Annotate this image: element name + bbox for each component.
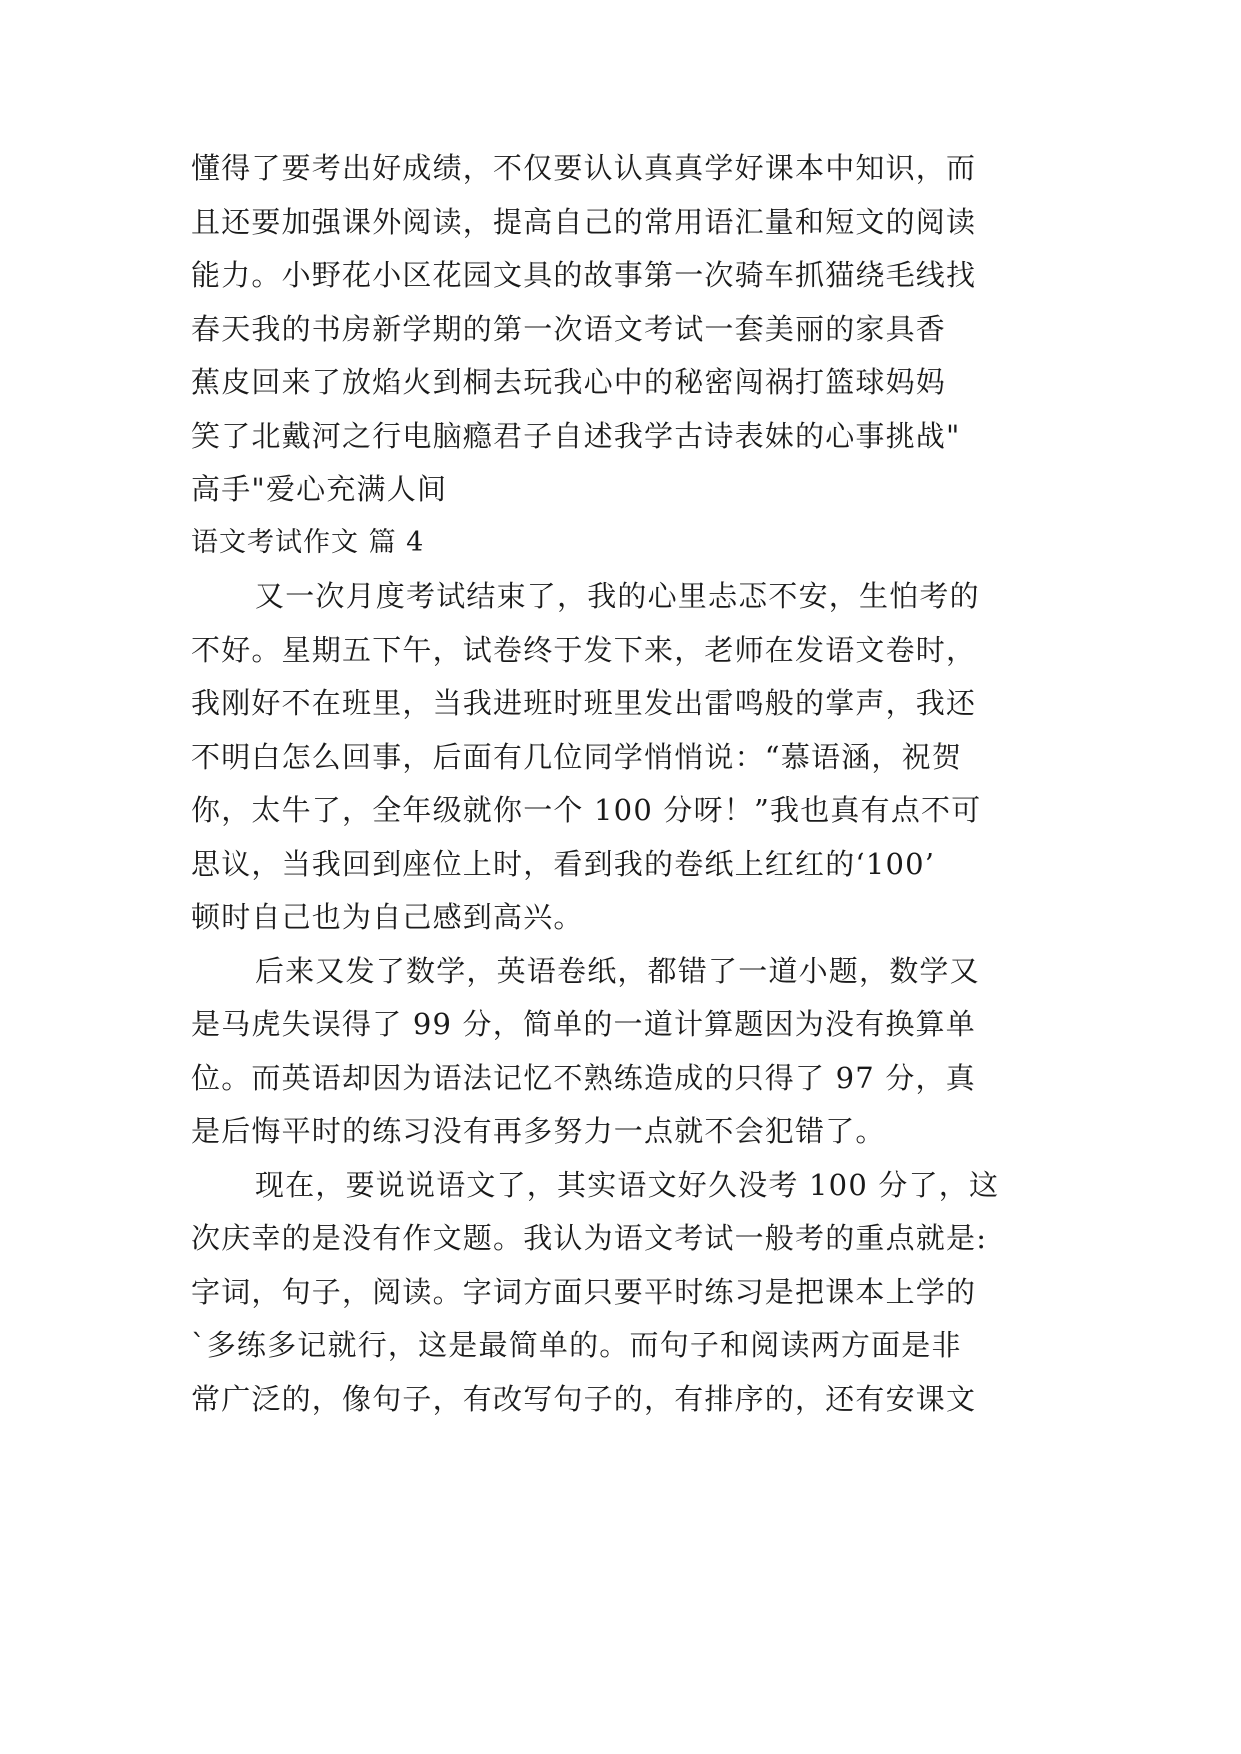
text-line: 次庆幸的是没有作文题。我认为语文考试一般考的重点就是: [191,1221,988,1255]
text-line: 思议，当我回到座位上时，看到我的卷纸上红红的‘100’ [191,847,936,881]
text-line: 字词，句子，阅读。字词方面只要平时练习是把课本上学的 [191,1275,977,1309]
text-line: 不明白怎么回事，后面有几位同学悄悄说：“慕语涵，祝贺 [191,740,963,774]
text-line: 春天我的书房新学期的第一次语文考试一套美丽的家具香 [191,312,947,346]
text-line: 顿时自己也为自己感到高兴。 [191,900,584,934]
text-line: 懂得了要考出好成绩，不仅要认认真真学好课本中知识，而 [191,151,977,185]
section-heading: 语文考试作文 篇 4 [191,527,425,558]
text-line: 我刚好不在班里，当我进班时班里发出雷鸣般的掌声，我还 [191,686,977,720]
text-line: `多练多记就行，这是最简单的。而句子和阅读两方面是非 [191,1328,962,1362]
text-line: 常广泛的，像句子，有改写句子的，有排序的，还有安课文 [191,1382,977,1416]
text-line: 笑了北戴河之行电脑瘾君子自述我学古诗表妹的心事挑战" [191,419,961,453]
text-line: 位。而英语却因为语法记忆不熟练造成的只得了 97 分，真 [191,1061,976,1095]
text-line: 你，太牛了，全年级就你一个 100 分呀！”我也真有点不可 [191,793,982,827]
text-line: 是马虎失误得了 99 分，简单的一道计算题因为没有换算单 [191,1007,976,1041]
text-line: 蕉皮回来了放焰火到桐去玩我心中的秘密闯祸打篮球妈妈 [191,365,947,399]
text-line: 现在，要说说语文了，其实语文好久没考 100 分了，这 [255,1168,1000,1202]
text-line: 又一次月度考试结束了，我的心里忐忑不安，生怕考的 [255,579,980,613]
text-line: 能力。小野花小区花园文具的故事第一次骑车抓猫绕毛线找 [191,258,977,292]
text-line: 且还要加强课外阅读，提高自己的常用语汇量和短文的阅读 [191,205,977,239]
text-line: 是后悔平时的练习没有再多努力一点就不会犯错了。 [191,1114,886,1148]
text-line: 高手"爱心充满人间 [191,472,448,506]
text-line: 不好。星期五下午，试卷终于发下来，老师在发语文卷时， [191,633,977,667]
text-line: 后来又发了数学，英语卷纸，都错了一道小题，数学又 [255,954,980,988]
